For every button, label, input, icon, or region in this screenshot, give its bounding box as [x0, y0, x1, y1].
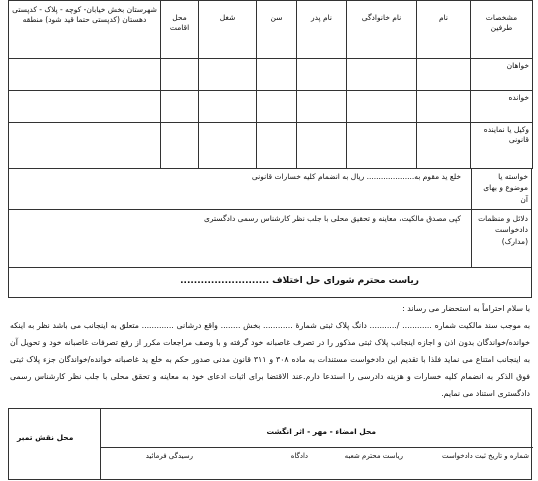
request-text: خلع ید مقوم به.................... ریال به انضمام کلیه خسارات قانونی [251, 172, 461, 181]
col-residence: محل اقامت [161, 1, 199, 59]
request-label: خواسته یا موضوع و بهای آن [471, 168, 531, 209]
registration-strip [101, 447, 533, 481]
table-header-row [9, 1, 533, 59]
address-line [8, 268, 532, 298]
recipient-heading: ریاست محترم شورای حل اختلاف .......................... [180, 276, 419, 286]
parties-table [8, 0, 533, 169]
evidence-section [8, 210, 532, 268]
col-specs: مشخصات طرفین [471, 1, 533, 59]
request-section [8, 168, 532, 210]
table-row [9, 59, 533, 91]
row-label-defendant: خوانده [471, 91, 533, 123]
evidence-text: کپی مصدق مالکیت، معاینه و تحقیق محلی با جلب نظر کارشناس رسمی دادگستری [204, 214, 461, 223]
col-father: نام پدر [297, 1, 347, 59]
branch-label: ریاست محترم شعبه [344, 452, 403, 460]
col-age: سن [257, 1, 297, 59]
evidence-label: دلائل و منظمات دادخواست (مدارک) [471, 210, 531, 267]
table-row [9, 123, 533, 169]
greeting-text: با سلام احتراماً به استحضار می رساند : [402, 304, 530, 313]
col-address: شهرستان بخش خیابان- کوچه - پلاک - کدپستی دهستان (کدپستی حتما قید شود) منطقه [9, 1, 161, 59]
registration-label: شماره و تاریخ ثبت دادخواست [441, 452, 529, 460]
row-label-attorney: وکیل یا نماینده قانونی [471, 123, 533, 169]
row-label-plaintiff: خواهان [471, 59, 533, 91]
signature-label: محل امضاء - مهر - اثر انگشت [266, 427, 376, 436]
table-row [9, 91, 533, 123]
stamp-box [9, 409, 101, 479]
signature-section [8, 408, 532, 480]
col-family: نام خانوادگی [347, 1, 417, 59]
stamp-label: محل نقش تمبر [17, 433, 74, 442]
col-name: نام [417, 1, 471, 59]
petition-paragraph: به موجب سند مالکیت شماره ............ /........... دانگ پلاک ثبتی شمارهٔ ............ بخش ........ واقع درشانی ............. متعلق به اینجانب می باشد نظر به اینکه خوانده/خواندگان بدون اذن و اجازه اینجانب پلاک ثبتی مذکور را در تصرف غاصبانه خود گرفته و با وصف مراجعات مکرر از رفع تصرفات غاصبانه خود و تحویل آن به اینجانب امتناع می نماید فلذا با تقدیم این دادخواست مستندات به ماده ۳۰۸ و ۳۱۱ قانون مدنی صدور حکم به خلع ید غاصبانه خوانده/خواندگان جزء پلاک ثبتی فوق الذکر به انضمام کلیه خسارات و هزینه دادرسی را استدعا دارم.عند الاقتضا برای اثبات ادعای خود به معاینه و تحقق محلی با جلب نظر کارشناس رسمی دادگستری استناد می نمایم. [10, 321, 530, 398]
petition-body [10, 300, 530, 402]
court-label: دادگاه [290, 452, 308, 460]
referral-label: رسیدگی فرمائید [145, 452, 193, 460]
col-job: شغل [199, 1, 257, 59]
